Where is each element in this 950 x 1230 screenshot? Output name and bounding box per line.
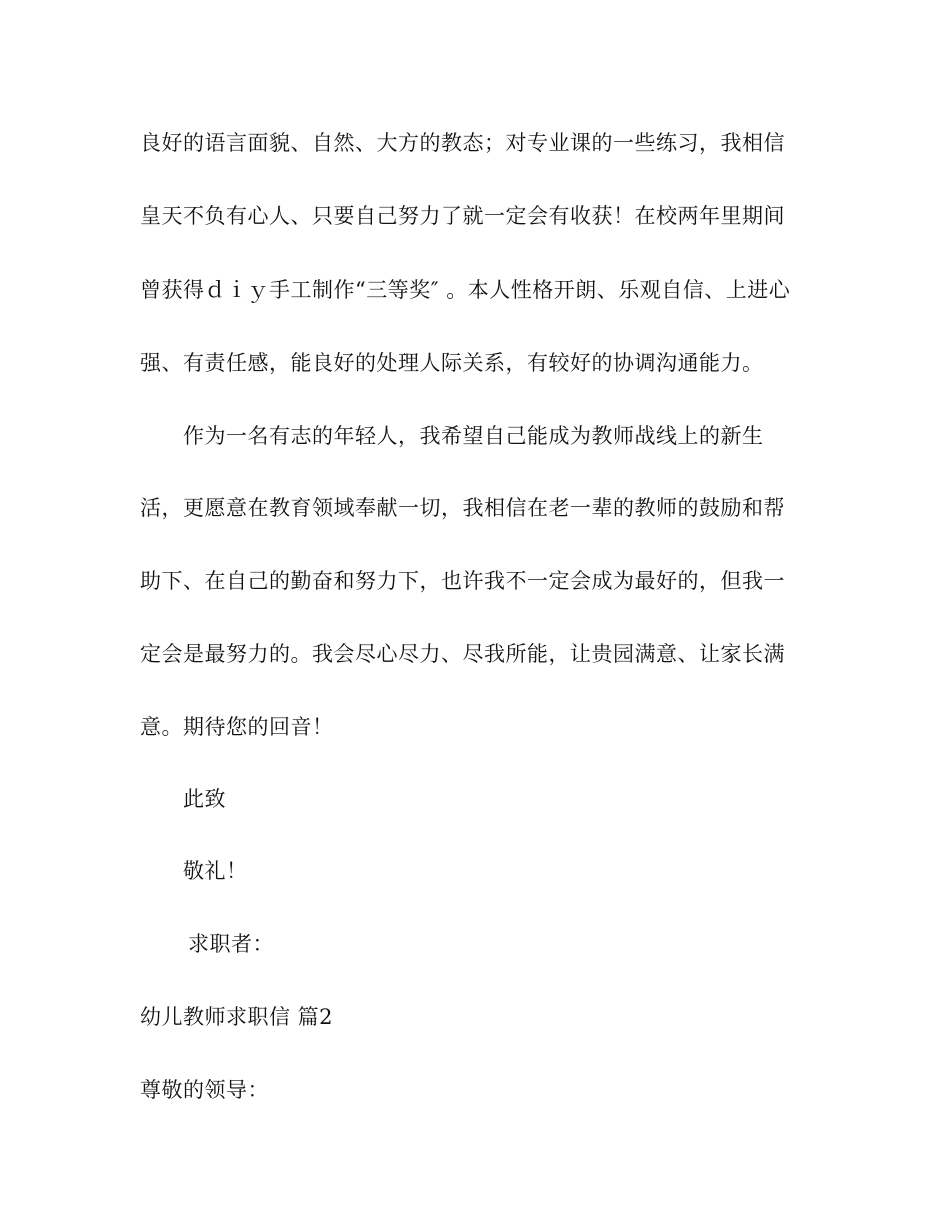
paragraph-line: 作为一名有志的年轻人，我希望自己能成为教师战线上的新生 [183,424,764,448]
paragraph-line: 良好的语言面貌、自然、大方的教态；对专业课的一些练习，我相信 [140,131,785,155]
paragraph-line: 定会是最努力的。我会尽心尽力、尽我所能，让贵园满意、让家长满 [140,642,785,666]
paragraph-line: 强、有责任感，能良好的处理人际关系，有较好的协调沟通能力。 [140,351,764,375]
paragraph-line: 意。期待您的回音！ [140,715,334,739]
paragraph-line: 曾获得ｄｉｙ手工制作“三等奖″ 。本人性格开朗、乐观自信、上进心 [140,278,791,302]
paragraph-line: 活，更愿意在教育领域奉献一切，我相信在老一辈的教师的鼓励和帮 [140,496,785,520]
closing-greeting: 此致 [183,787,226,811]
signature-label: 求职者： [188,932,274,956]
closing-salute: 敬礼！ [183,859,248,883]
paragraph-line: 皇天不负有心人、只要自己努力了就一定会有收获！在校两年里期间 [140,204,785,228]
salutation: 尊敬的领导： [140,1078,269,1102]
section-title: 幼儿教师求职信 篇2 [140,1005,334,1029]
paragraph-line: 助下、在自己的勤奋和努力下，也许我不一定会成为最好的，但我一 [140,569,785,593]
